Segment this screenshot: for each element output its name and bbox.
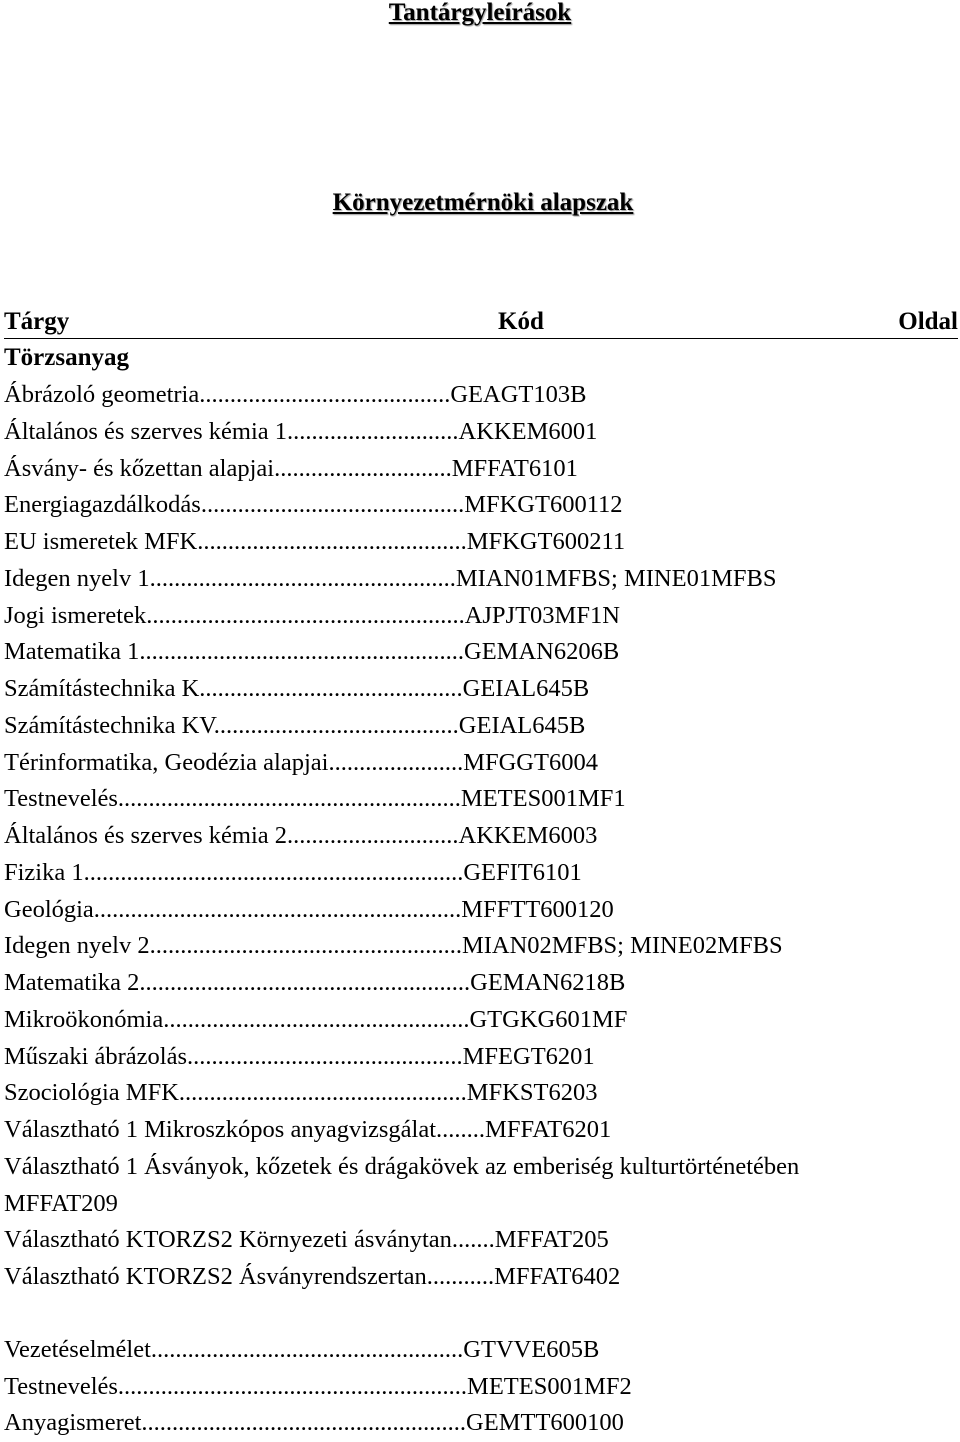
toc-entry[interactable]: Általános és szerves kémia 1............................AKKEM6001	[4, 417, 598, 445]
toc-entry[interactable]: Ásvány- és kőzettan alapjai.............................MFFAT6101	[4, 454, 578, 482]
section-heading: Törzsanyag	[4, 344, 129, 371]
toc-entry[interactable]: Számítástechnika KV........................................GEIAL645B	[4, 711, 586, 739]
toc-entry[interactable]: Geológia............................................................MFFTT600120	[4, 895, 614, 923]
toc-entry[interactable]: Vezetéselmélet...................................................GTVVE605B	[4, 1335, 600, 1363]
page-title: Tantárgyleírások	[388, 0, 572, 26]
toc-entry[interactable]: Számítástechnika K...........................................GEIAL645B	[4, 675, 590, 702]
toc-entry[interactable]: Ábrázoló geometria.........................................GEAGT103B	[4, 381, 587, 408]
toc-entry[interactable]: Anyagismeret.....................................................GEMTT600100	[4, 1409, 624, 1437]
toc-entry[interactable]: Matematika 1.....................................................GEMAN6206B	[4, 638, 620, 666]
toc-entry[interactable]: Testnevelés........................................................METES001MF1	[4, 785, 626, 813]
toc-entry[interactable]: Választható 1 Ásványok, kőzetek és drágakövek az emberiség kulturtörténetében	[4, 1152, 800, 1180]
toc-entry[interactable]: Idegen nyelv 1..................................................MIAN01MFBS; MINE01MFBS	[4, 564, 777, 592]
header-code: Kód	[498, 308, 544, 335]
toc-entry[interactable]: Választható KTORZS2 Ásványrendszertan...........MFFAT6402	[4, 1263, 621, 1290]
header-page: Oldal	[898, 308, 958, 335]
toc-entry[interactable]: Térinformatika, Geodézia alapjai......................MFGGT6004	[4, 748, 598, 776]
table-header	[4, 305, 958, 339]
toc-entry[interactable]: Fizika 1..............................................................GEFIT6101	[4, 858, 582, 886]
toc-entry[interactable]: Matematika 2......................................................GEMAN6218B	[4, 969, 626, 996]
toc-entry[interactable]: Idegen nyelv 2...................................................MIAN02MFBS; MINE02MFBS	[4, 932, 783, 960]
program-title: Környezetmérnöki alapszak	[332, 189, 634, 216]
toc-list	[4, 377, 958, 1442]
toc-entry[interactable]: Testnevelés.........................................................METES001MF2	[4, 1372, 632, 1400]
toc-entry[interactable]: EU ismeretek MFK............................................MFKGT600211	[4, 528, 626, 555]
toc-entry[interactable]: Általános és szerves kémia 2............................AKKEM6003	[4, 822, 598, 849]
toc-entry[interactable]: Mikroökonómia..................................................GTGKG601MF	[4, 1005, 628, 1033]
toc-entry-code[interactable]: MFFAT209	[4, 1189, 118, 1217]
spacer	[4, 1296, 958, 1332]
toc-entry[interactable]: Választható KTORZS2 Környezeti ásványtan.......MFFAT205	[4, 1226, 609, 1254]
toc-entry[interactable]: Műszaki ábrázolás.............................................MFEGT6201	[4, 1042, 595, 1070]
toc-entry[interactable]: Jogi ismeretek....................................................AJPJT03MF1N	[4, 601, 620, 629]
toc-entry[interactable]: Energiagazdálkodás...........................................MFKGT600112	[4, 491, 623, 519]
toc-entry[interactable]: Szociológia MFK...............................................MFKST6203	[4, 1079, 598, 1107]
toc-entry[interactable]: Választható 1 Mikroszkópos anyagvizsgálat........MFFAT6201	[4, 1116, 612, 1143]
header-subject: Tárgy	[4, 308, 70, 335]
